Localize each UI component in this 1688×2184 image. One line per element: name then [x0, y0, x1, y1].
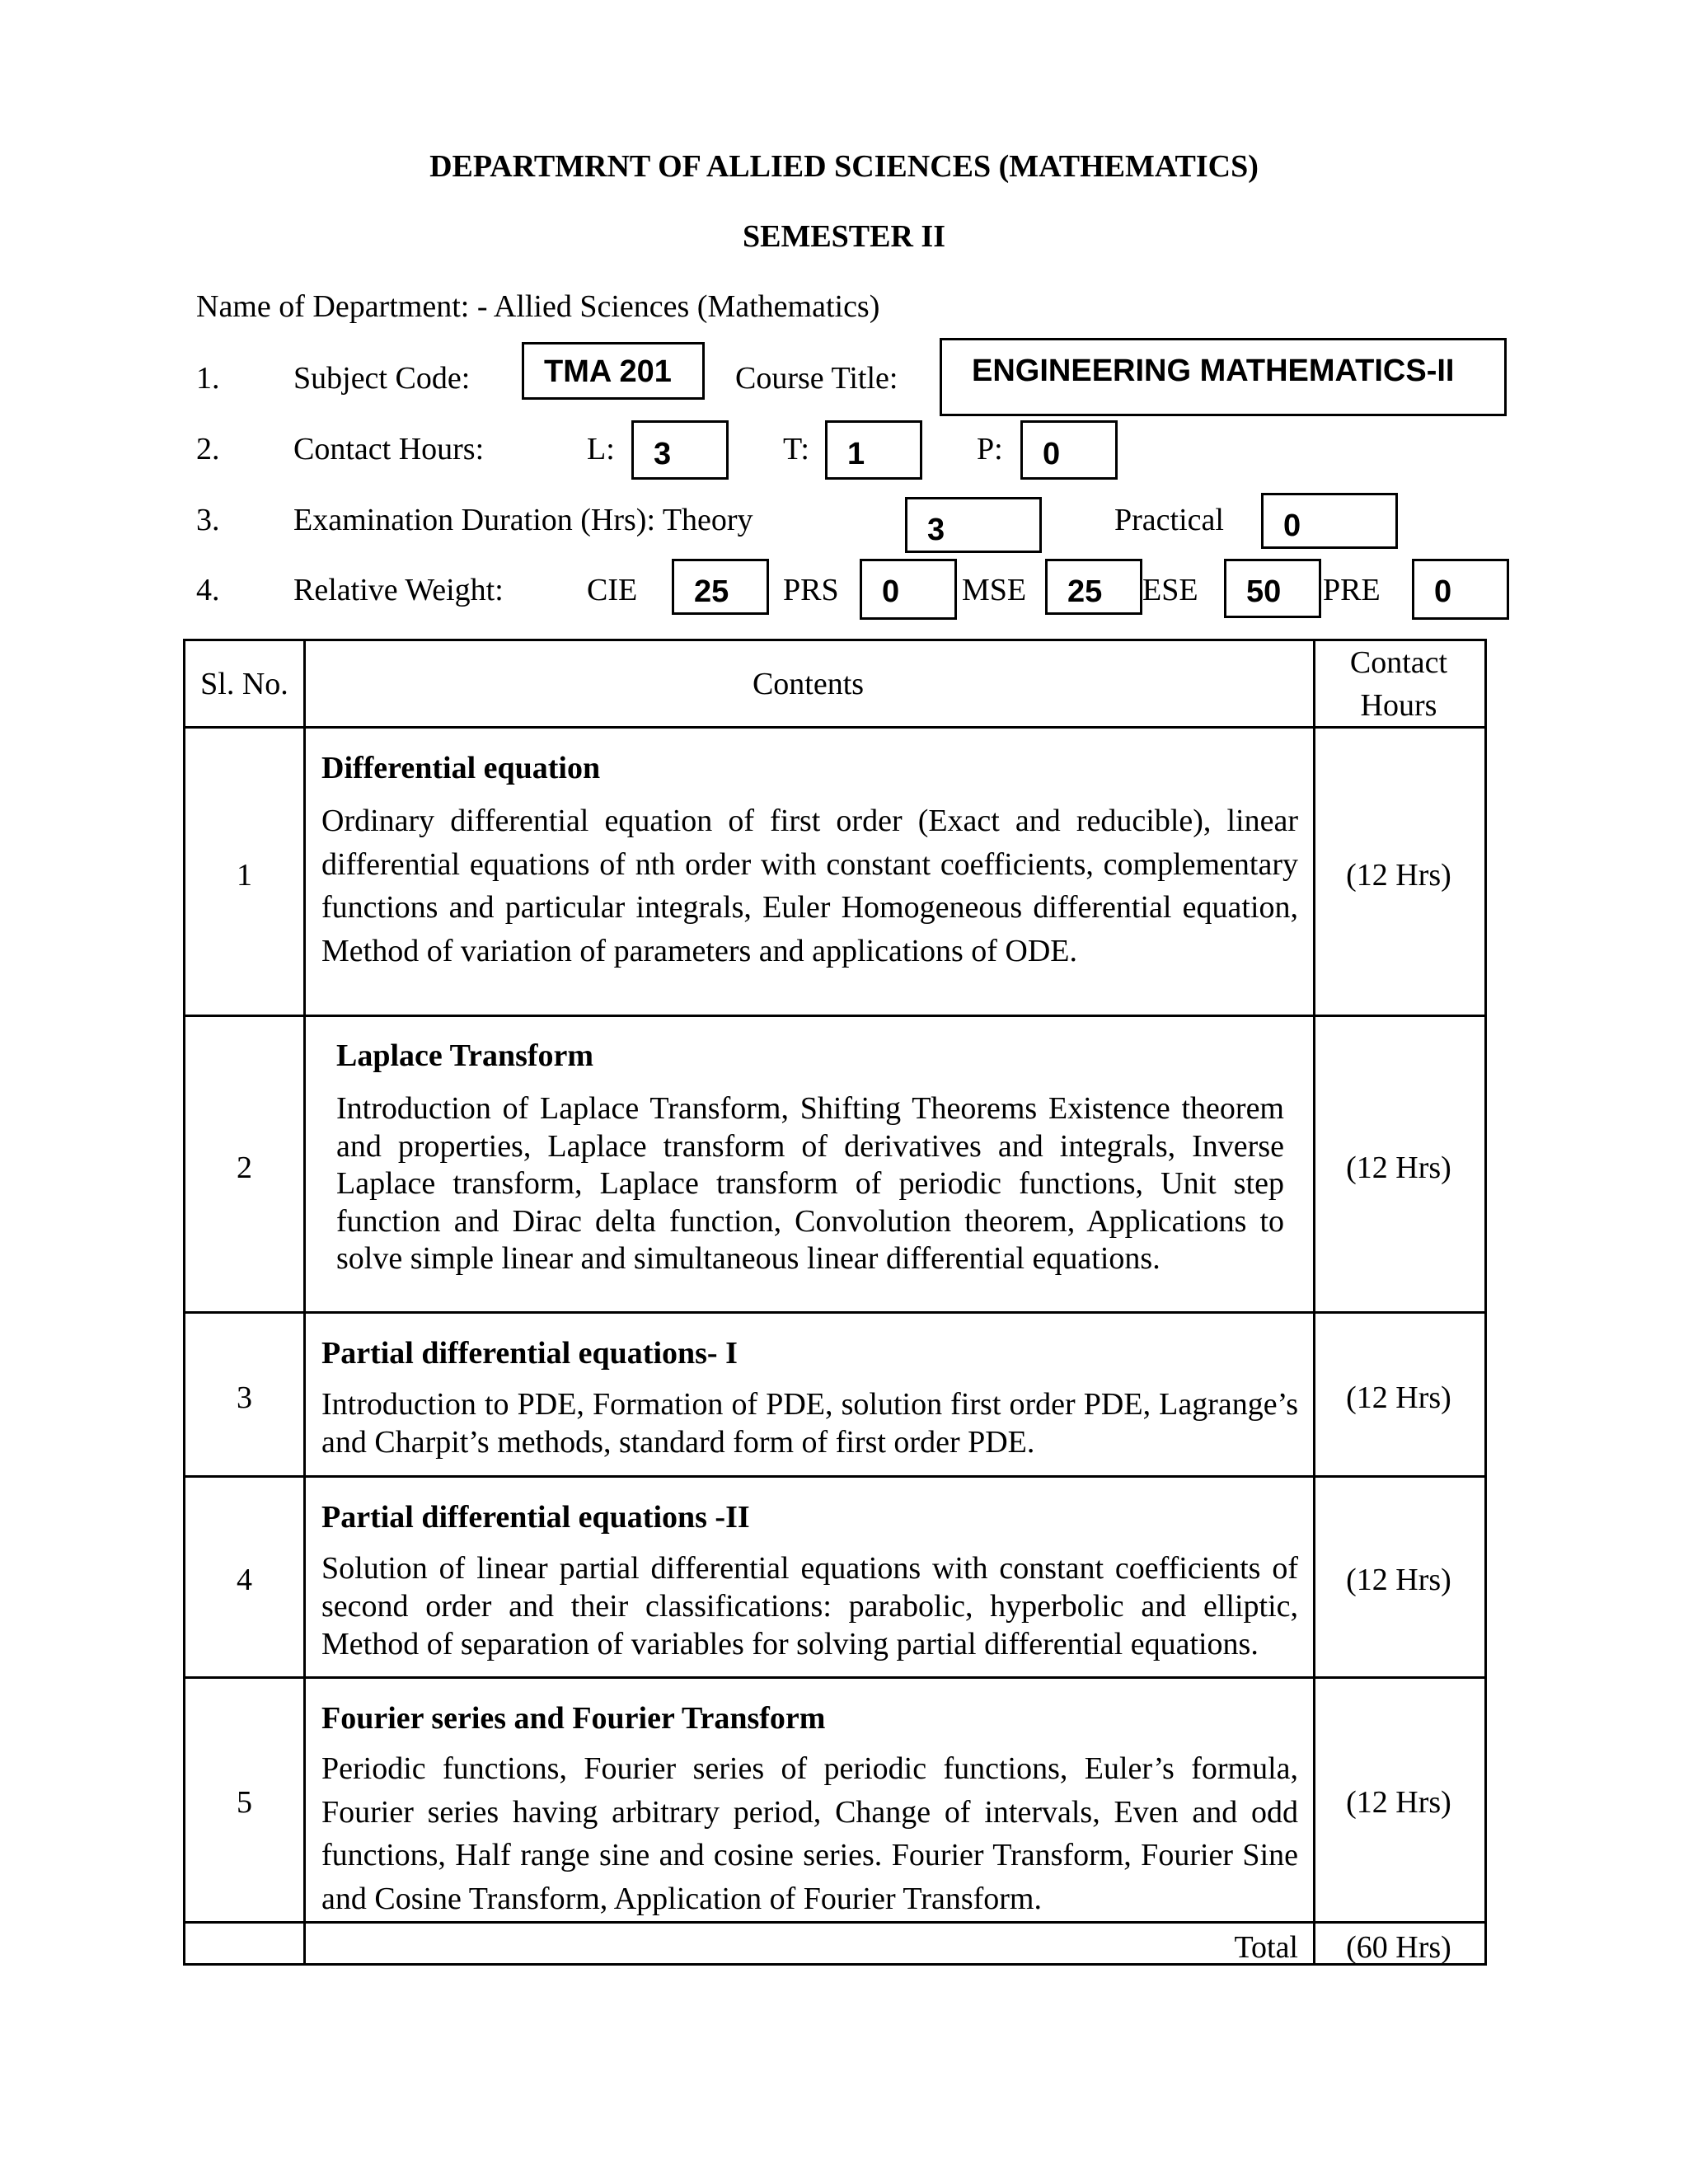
row-3-hours: (12 Hrs): [1346, 1380, 1451, 1415]
row1-number: 1.: [196, 361, 220, 396]
mse-label: MSE: [962, 573, 1027, 607]
practical-duration-box: [1261, 493, 1398, 549]
row-4-sl: 4: [237, 1563, 252, 1597]
semester-title: SEMESTER II: [742, 219, 946, 254]
subject-code-box: [522, 342, 705, 400]
lecture-label: L:: [587, 432, 615, 466]
course-title-label: Course Title:: [735, 361, 898, 396]
row-2-sl: 2: [237, 1151, 252, 1185]
tutorial-value: 1: [847, 437, 865, 471]
practical-duration-label: Practical: [1114, 503, 1224, 537]
pre-value: 0: [1434, 574, 1452, 609]
row-3-sl: 3: [237, 1380, 252, 1415]
row4-number: 4.: [196, 573, 220, 607]
row-5-body: Periodic functions, Fourier series of periodic functions, Euler’s formula, Fourier series having arbitrary period, Change of intervals, Even and odd functions, Half range sine and cosine series. Fourier Transform, Fourier Sine and Cosine Transform, Application of Fourier Transform.: [321, 1751, 1298, 1916]
lecture-box: [631, 420, 729, 480]
row2-number: 2.: [196, 432, 220, 466]
tutorial-label: T:: [783, 432, 809, 466]
cie-label: CIE: [587, 573, 638, 607]
ese-label: ESE: [1142, 573, 1198, 607]
row-3-body: Introduction to PDE, Formation of PDE, solution first order PDE, Lagrange’s and Charpit’s methods, standard form of first order PDE.: [321, 1387, 1298, 1460]
practical-hours-label: P:: [977, 432, 1003, 466]
tutorial-box: [825, 420, 922, 480]
row-5-title: Fourier series and Fourier Transform: [321, 1701, 826, 1736]
pre-box: [1412, 559, 1509, 620]
row-3-title: Partial differential equations- I: [321, 1336, 738, 1371]
course-title-box: [940, 338, 1507, 416]
practical-hours-box: [1020, 420, 1118, 480]
row-5-sl: 5: [237, 1785, 252, 1820]
row-4-title: Partial differential equations -II: [321, 1500, 750, 1535]
ese-box: [1224, 559, 1321, 618]
row-4-hours: (12 Hrs): [1346, 1563, 1451, 1597]
subject-code-label: Subject Code:: [293, 361, 471, 396]
row-1-title: Differential equation: [321, 751, 601, 785]
total-hours: (60 Hrs): [1346, 1930, 1451, 1965]
prs-label: PRS: [783, 573, 839, 607]
syllabus-table: [183, 639, 1487, 1966]
lecture-value: 3: [654, 437, 672, 471]
header-contact-hours-line1: Contact: [1349, 645, 1448, 680]
row-1-sl: 1: [237, 858, 252, 893]
row-2-title: Laplace Transform: [336, 1038, 594, 1073]
row-1-hours: (12 Hrs): [1346, 858, 1451, 893]
relative-weight-label: Relative Weight:: [293, 573, 504, 607]
theory-duration-box: [905, 497, 1042, 553]
header-contents: Contents: [752, 667, 865, 701]
exam-duration-label: Examination Duration (Hrs): Theory: [293, 503, 753, 537]
practical-duration-value: 0: [1283, 509, 1301, 543]
header-contact-hours-line2: Hours: [1360, 688, 1437, 723]
row-4-body: Solution of linear partial differential equations with constant coefficients of second order and their classifications: parabolic, hyperbolic and elliptic, Method of separation of variables for solving partial differential equations.: [321, 1551, 1298, 1661]
mse-value: 25: [1067, 574, 1103, 609]
contact-hours-label: Contact Hours:: [293, 432, 485, 466]
row-2-hours: (12 Hrs): [1346, 1151, 1451, 1185]
ese-value: 50: [1246, 574, 1282, 609]
row-5-hours: (12 Hrs): [1346, 1785, 1451, 1820]
row-2-body: Introduction of Laplace Transform, Shifting Theorems Existence theorem and properties, Laplace transform of derivatives and integrals, Inverse Laplace transform, Laplace transform of periodic functions, Unit step function and Dirac delta function, Convolution theorem, Applications to solve simple linear and simultaneous linear differential equations.: [336, 1091, 1284, 1276]
header-sl-no: Sl. No.: [200, 667, 288, 701]
theory-duration-value: 3: [927, 513, 945, 547]
prs-value: 0: [882, 574, 900, 609]
row3-number: 3.: [196, 503, 220, 537]
subject-code-value: TMA 201: [544, 354, 672, 389]
department-name-line: Name of Department: - Allied Sciences (Mathematics): [196, 289, 880, 324]
row-1-body: Ordinary differential equation of first order (Exact and reducible), linear differential equations of nth order with constant coefficients, complementary functions and particular integrals, Euler Homogeneous differential equation, Method of variation of parameters and applications of ODE.: [321, 804, 1298, 968]
department-title: DEPARTMRNT OF ALLIED SCIENCES (MATHEMATICS): [429, 149, 1259, 184]
pre-label: PRE: [1323, 573, 1381, 607]
practical-hours-value: 0: [1043, 437, 1061, 471]
cie-value: 25: [694, 574, 729, 609]
cie-box: [672, 559, 769, 615]
mse-box: [1045, 559, 1142, 615]
prs-box: [860, 559, 957, 620]
course-title-value: ENGINEERING MATHEMATICS-II: [972, 354, 1455, 388]
total-label: Total: [1234, 1930, 1298, 1965]
